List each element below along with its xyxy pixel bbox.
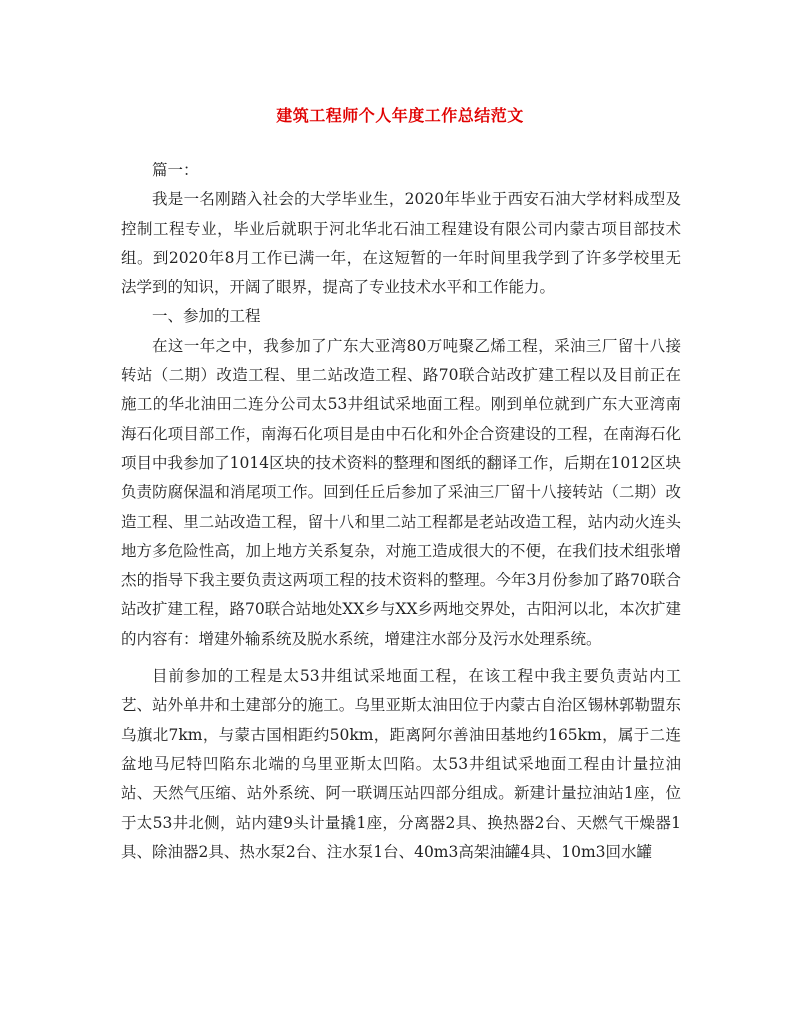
document-body xyxy=(121,156,681,867)
intro-paragraph: 我是一名刚踏入社会的大学毕业生，2020年毕业于西安石油大学材料成型及控制工程专业，毕业后就职于河北华北石油工程建设有限公司内蒙古项目部技术组。到2020年8月工作已满一年，在这短暂的一年时间里我学到了许多学校里无法学到的知识，开阔了眼界，提高了专业技术水平和工作能力。 xyxy=(121,190,681,297)
section-label-part-one: 篇一： xyxy=(152,161,199,179)
document-title: 建筑工程师个人年度工作总结范文 xyxy=(276,106,524,125)
section-heading-projects: 一、参加的工程 xyxy=(152,307,261,326)
projects-paragraph: 在这一年之中，我参加了广东大亚湾80万吨聚乙烯工程，采油三厂留十八接转站（二期）改造工程、里二站改造工程、路70联合站改扩建工程以及目前正在施工的华北油田二连分公司太53井组试采地面工程。刚到单位就到广东大亚湾南海石化项目部工作，南海石化项目是由中石化和外企合资建设的工程，在南海石化项目中我参加了1014区块的技术资料的整理和图纸的翻译工作，后期在1012区块负责防腐保温和消尾项工作。回到任丘后参加了采油三厂留十八接转站（二期）改造工程、里二站改造工程，留十八和里二站工程都是老站改造工程，站内动火连头地方多危险性高，加上地方关系复杂，对施工造成很大的不便，在我们技术组张增杰的指导下我主要负责这两项工程的技术资料的整理。今年3月份参加了路70联合站改扩建工程，路70联合站地处XX乡与XX乡两地交界处，古阳河以北，本次扩建的内容有：增建外输系统及脱水系统，增建注水部分及污水处理系统。 xyxy=(121,336,681,648)
current-project-paragraph: 目前参加的工程是太53井组试采地面工程，在该工程中我主要负责站内工艺、站外单井和土建部分的施工。乌里亚斯太油田位于内蒙古自治区锡林郭勒盟东乌旗北7km，与蒙古国相距约50km，距离阿尔善油田基地约165km，属于二连盆地马尼特凹陷东北端的乌里亚斯太凹陷。太53井组试采地面工程由计量拉油站、天然气压缩、站外系统、阿一联调压站四部分组成。新建计量拉油站1座，位于太53井北侧，站内建9头计量撬1座，分离器2具、换热器2台、天燃气干燥器1具、除油器2具、热水泵2台、注水泵1台、40m3高架油罐4具、10m3回水罐 xyxy=(121,667,681,861)
